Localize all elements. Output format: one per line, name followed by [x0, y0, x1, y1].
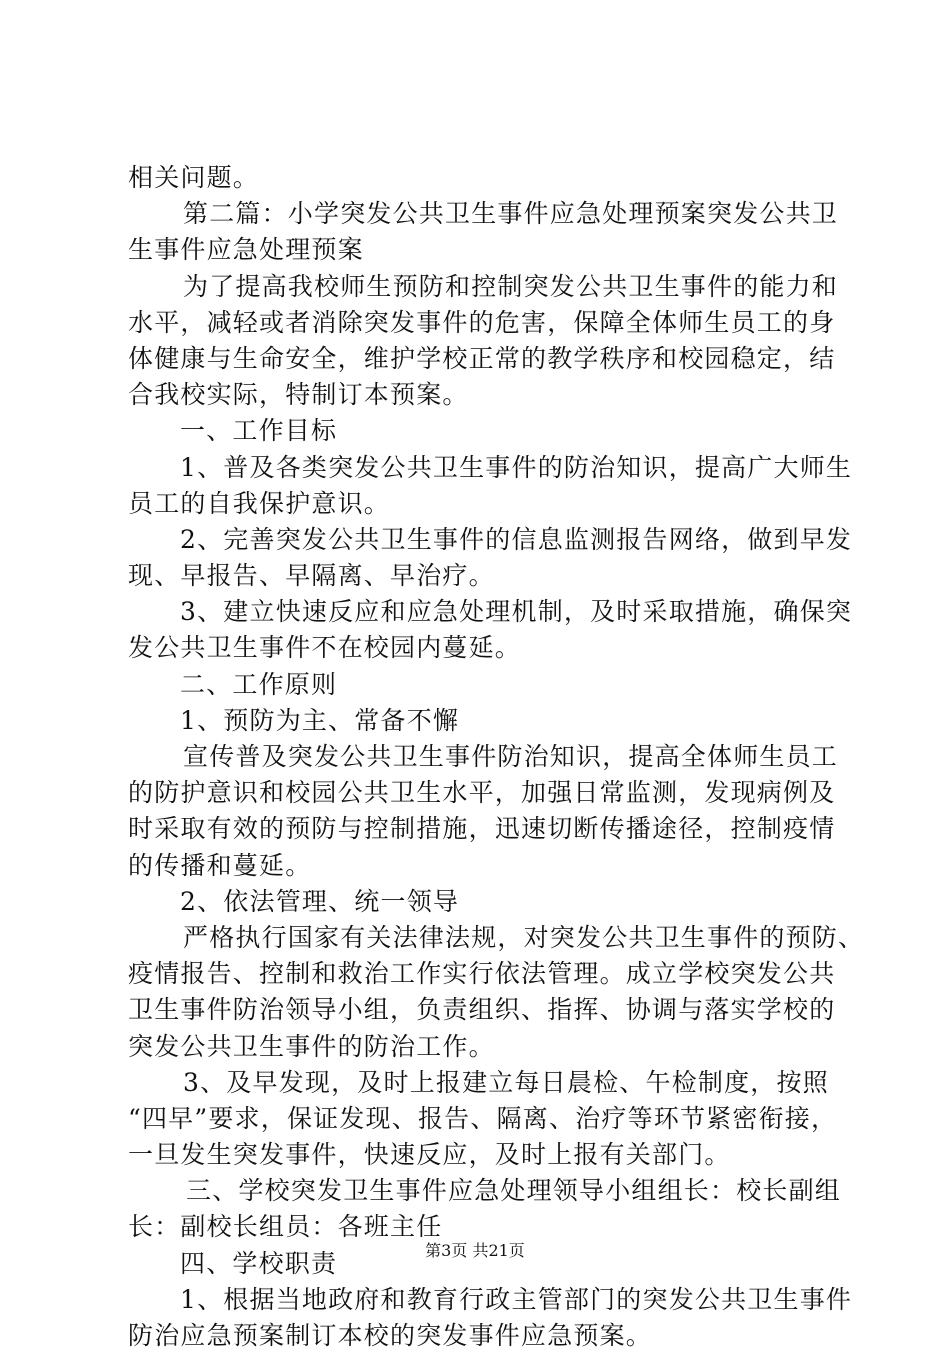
text-line: 时采取有效的预防与控制措施，迅速切断传播途径，控制疫情	[128, 814, 836, 844]
text-line: 长：副校长组员：各班主任	[128, 1212, 443, 1242]
text-line: 水平，减轻或者消除突发事件的危害，保障全体师生员工的身	[128, 307, 836, 337]
text-line: 3、建立快速反应和应急处理机制，及时采取措施，确保突	[180, 597, 853, 627]
text-line: 1、预防为主、常备不懈	[180, 705, 460, 735]
text-line: 二、工作原则	[180, 669, 338, 699]
document-body	[128, 160, 865, 1354]
text-line: 的防护意识和校园公共卫生水平，加强日常监测，发现病例及	[128, 778, 836, 808]
text-line: 1、普及各类突发公共卫生事件的防治知识，提高广大师生	[180, 452, 853, 482]
text-line: 疫情报告、控制和救治工作实行依法管理。成立学校突发公共	[128, 959, 836, 989]
page-footer: 第3页 共21页	[425, 1241, 525, 1260]
text-line: “四早”要求，保证发现、报告、隔离、治疗等环节紧密衔接，	[128, 1103, 838, 1133]
text-line: 1、根据当地政府和教育行政主管部门的突发公共卫生事件	[180, 1284, 853, 1314]
text-line: 三、学校突发卫生事件应急处理领导小组组长：校长副组	[186, 1176, 842, 1206]
text-line: 3、及早发现，及时上报建立每日晨检、午检制度，按照	[183, 1067, 829, 1097]
text-line: 卫生事件防治领导小组，负责组织、指挥、协调与落实学校的	[128, 995, 836, 1025]
text-line: 宣传普及突发公共卫生事件防治知识，提高全体师生员工	[183, 742, 839, 771]
text-line: 为了提高我校师生预防和控制突发公共卫生事件的能力和	[183, 271, 839, 301]
text-line: 现、早报告、早隔离、早治疗。	[128, 561, 495, 591]
text-line: 一旦发生突发事件，快速反应，及时上报有关部门。	[128, 1140, 731, 1170]
text-line: 体健康与生命安全，维护学校正常的教学秩序和校园稳定，结	[128, 343, 836, 373]
text-line: 2、依法管理、统一领导	[180, 886, 460, 916]
text-line: 突发公共卫生事件的防治工作。	[128, 1031, 495, 1061]
text-line: 发公共卫生事件不在校园内蔓延。	[128, 633, 522, 663]
text-line: 防治应急预案制订本校的突发事件应急预案。	[128, 1321, 653, 1350]
text-line: 员工的自我保护意识。	[128, 488, 391, 518]
text-line: 相关问题。	[128, 163, 260, 192]
text-line: 合我校实际，特制订本预案。	[128, 380, 469, 410]
text-line: 一、工作目标	[180, 416, 338, 446]
text-line: 四、学校职责	[180, 1248, 338, 1278]
text-line: 生事件应急处理预案	[128, 235, 364, 265]
text-line: 严格执行国家有关法律法规，对突发公共卫生事件的预防、	[183, 922, 865, 952]
text-line: 第二篇：小学突发公共卫生事件应急处理预案突发公共卫	[183, 199, 839, 229]
text-line: 的传播和蔓延。	[128, 850, 312, 880]
text-line: 2、完善突发公共卫生事件的信息监测报告网络，做到早发	[180, 524, 853, 554]
